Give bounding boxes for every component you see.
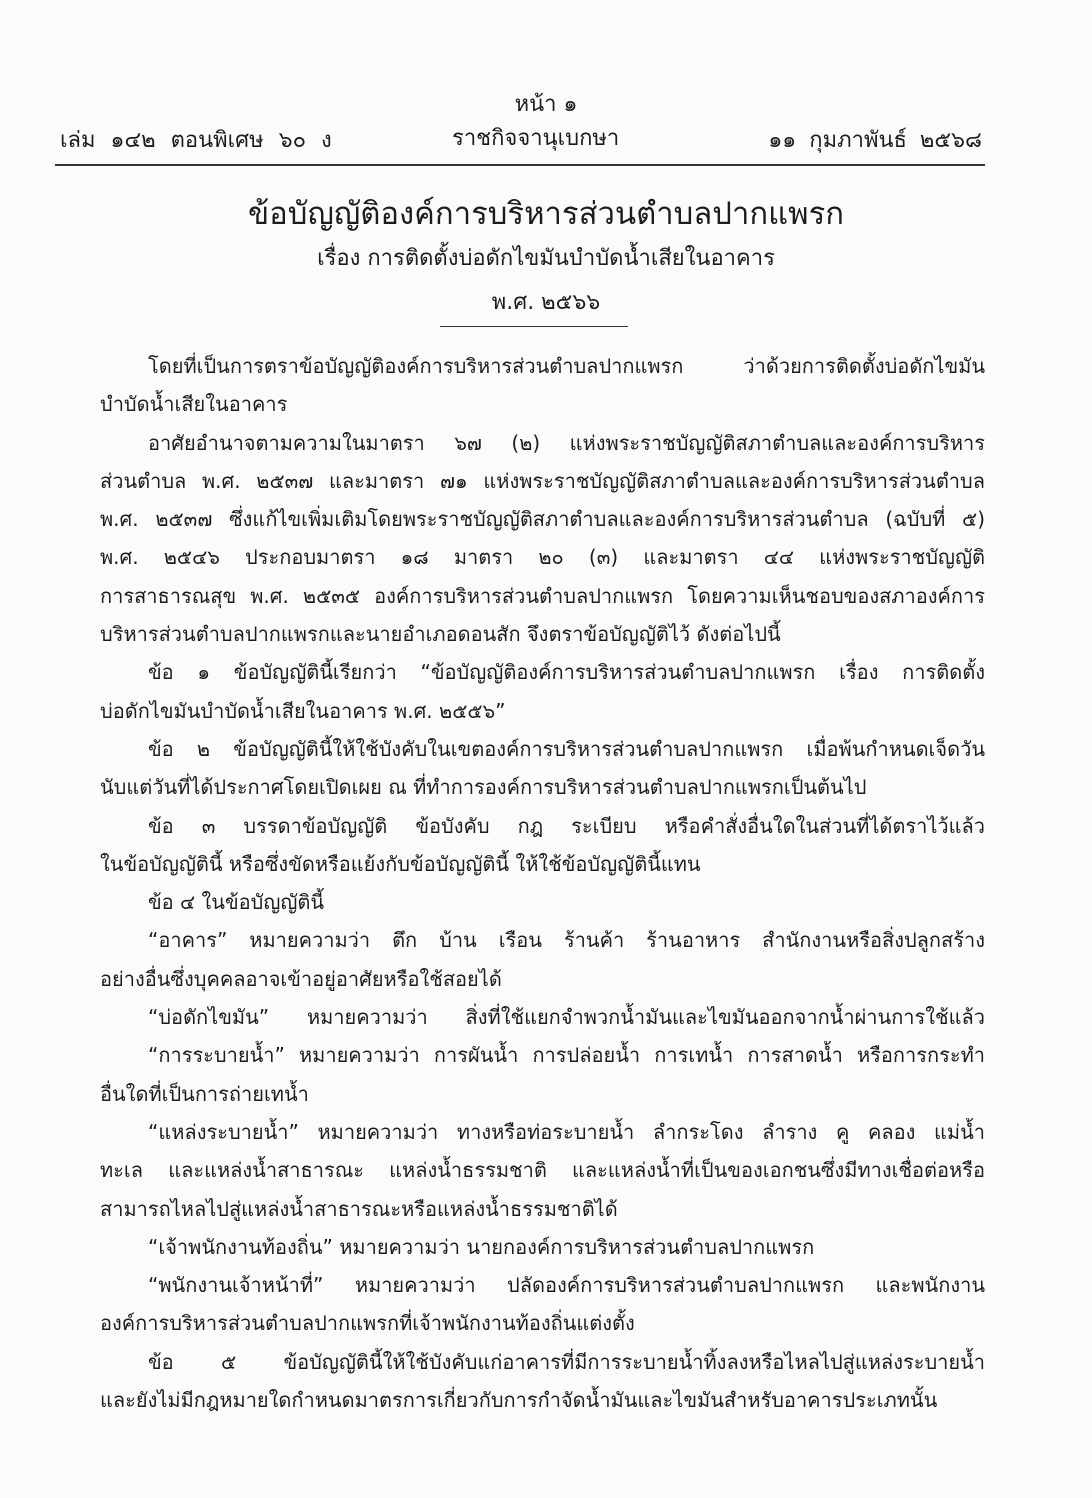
body-line: “บ่อดักไขมัน” หมายความว่า สิ่งที่ใช้แยกจำพวกน้ำมันและไขมันออกจากน้ำผ่านการใช้แล้ว bbox=[148, 1005, 985, 1030]
body-line: ทะเล และแหล่งน้ำสาธารณะ แหล่งน้ำธรรมชาติ และแหล่งน้ำที่เป็นของเอกชนซึ่งมีทางเชื่อต่อหรือ bbox=[100, 1158, 985, 1183]
body-line: ข้อ ๕ ข้อบัญญัตินี้ให้ใช้บังคับแก่อาคารที่มีการระบายน้ำทิ้งลงหรือไหลไปสู่แหล่งระบายน้ำ bbox=[148, 1349, 985, 1374]
document-body bbox=[100, 347, 985, 1419]
body-line: อย่างอื่นซึ่งบุคคลอาจเข้าอยู่อาศัยหรือใช้สอยได้ bbox=[100, 966, 502, 991]
body-line: โดยที่เป็นการตราข้อบัญญัติองค์การบริหารส่วนตำบลปากแพรก ว่าด้วยการติดตั้งบ่อดักไขมัน bbox=[148, 354, 985, 378]
body-line: บริหารส่วนตำบลปากแพรกและนายอำเภอดอนสัก จึงตราข้อบัญญัติไว้ ดังต่อไปนี้ bbox=[100, 622, 781, 647]
page-number: หน้า ๑ bbox=[514, 92, 578, 117]
document-title: ข้อบัญญัติองค์การบริหารส่วนตำบลปากแพรก bbox=[247, 196, 844, 232]
body-line: “แหล่งระบายน้ำ” หมายความว่า ทางหรือท่อระบายน้ำ ลำกระโดง ลำราง คู คลอง แม่น้ำ bbox=[148, 1119, 985, 1144]
body-line: ข้อ ๒ ข้อบัญญัตินี้ให้ใช้บังคับในเขตองค์การบริหารส่วนตำบลปากแพรก เมื่อพ้นกำหนดเจ็ดวัน bbox=[148, 736, 985, 761]
publication-date: ๑๑ กุมภาพันธ์ ๒๕๖๘ bbox=[768, 128, 982, 153]
body-line: พ.ศ. ๒๕๓๗ ซึ่งแก้ไขเพิ่มเติมโดยพระราชบัญญัติสภาตำบลและองค์การบริหารส่วนตำบล (ฉบับที่ ๕) bbox=[100, 507, 985, 532]
body-line: การสาธารณสุข พ.ศ. ๒๕๓๕ องค์การบริหารส่วนตำบลปากแพรก โดยความเห็นชอบของสภาองค์การ bbox=[100, 583, 985, 608]
body-line: พ.ศ. ๒๕๔๖ ประกอบมาตรา ๑๘ มาตรา ๒๐ (๓) และมาตรา ๔๔ แห่งพระราชบัญญัติ bbox=[100, 545, 985, 570]
body-line: “พนักงานเจ้าหน้าที่” หมายความว่า ปลัดองค์การบริหารส่วนตำบลปากแพรก และพนักงาน bbox=[148, 1273, 985, 1298]
body-line: “เจ้าพนักงานท้องถิ่น” หมายความว่า นายกองค์การบริหารส่วนตำบลปากแพรก bbox=[148, 1234, 815, 1259]
body-line: และยังไม่มีกฎหมายใดกำหนดมาตรการเกี่ยวกับการกำจัดน้ำมันและไขมันสำหรับอาคารประเภทนั้น bbox=[100, 1388, 938, 1413]
header-divider bbox=[55, 164, 985, 166]
body-line: ในข้อบัญญัตินี้ หรือซึ่งขัดหรือแย้งกับข้อบัญญัตินี้ ให้ใช้ข้อบัญญัตินี้แทน bbox=[100, 851, 701, 876]
body-line: บ่อดักไขมันบำบัดน้ำเสียในอาคาร พ.ศ. ๒๕๕๖” bbox=[100, 698, 506, 723]
body-line: บำบัดน้ำเสียในอาคาร bbox=[100, 392, 288, 417]
body-line: ข้อ ๓ บรรดาข้อบัญญัติ ข้อบังคับ กฎ ระเบียบ หรือคำสั่งอื่นใดในส่วนที่ได้ตราไว้แล้ว bbox=[148, 813, 985, 838]
body-line: ส่วนตำบล พ.ศ. ๒๕๓๗ และมาตรา ๗๑ แห่งพระราชบัญญัติสภาตำบลและองค์การบริหารส่วนตำบล bbox=[100, 468, 985, 493]
body-line: ข้อ ๑ ข้อบัญญัตินี้เรียกว่า “ข้อบัญญัติองค์การบริหารส่วนตำบลปากแพรก เรื่อง การติดตั้ง bbox=[148, 660, 985, 685]
document-subtitle: เรื่อง การติดตั้งบ่อดักไขมันบำบัดน้ำเสียในอาคาร bbox=[317, 246, 775, 271]
gazette-name: ราชกิจจานุเบกษา bbox=[452, 126, 620, 151]
body-line: ข้อ ๔ ในข้อบัญญัตินี้ bbox=[148, 890, 325, 915]
title-divider bbox=[440, 326, 628, 327]
body-line: นับแต่วันที่ได้ประกาศโดยเปิดเผย ณ ที่ทำการองค์การบริหารส่วนตำบลปากแพรกเป็นต้นไป bbox=[100, 775, 867, 800]
body-line: อาศัยอำนาจตามความในมาตรา ๖๗ (๒) แห่งพระราชบัญญัติสภาตำบลและองค์การบริหาร bbox=[148, 430, 985, 455]
document-year: พ.ศ. ๒๕๖๖ bbox=[491, 290, 601, 315]
body-line: สามารถไหลไปสู่แหล่งน้ำสาธารณะหรือแหล่งน้ำธรรมชาติได้ bbox=[100, 1196, 618, 1221]
volume-issue: เล่ม ๑๔๒ ตอนพิเศษ ๖๐ ง bbox=[60, 128, 332, 153]
body-line: “อาคาร” หมายความว่า ตึก บ้าน เรือน ร้านค้า ร้านอาหาร สำนักงานหรือสิ่งปลูกสร้าง bbox=[148, 928, 985, 953]
body-line: องค์การบริหารส่วนตำบลปากแพรกที่เจ้าพนักงานท้องถิ่นแต่งตั้ง bbox=[100, 1311, 635, 1336]
body-line: “การระบายน้ำ” หมายความว่า การผันน้ำ การปล่อยน้ำ การเทน้ำ การสาดน้ำ หรือการกระทำ bbox=[148, 1043, 985, 1068]
body-line: อื่นใดที่เป็นการถ่ายเทน้ำ bbox=[100, 1081, 309, 1106]
